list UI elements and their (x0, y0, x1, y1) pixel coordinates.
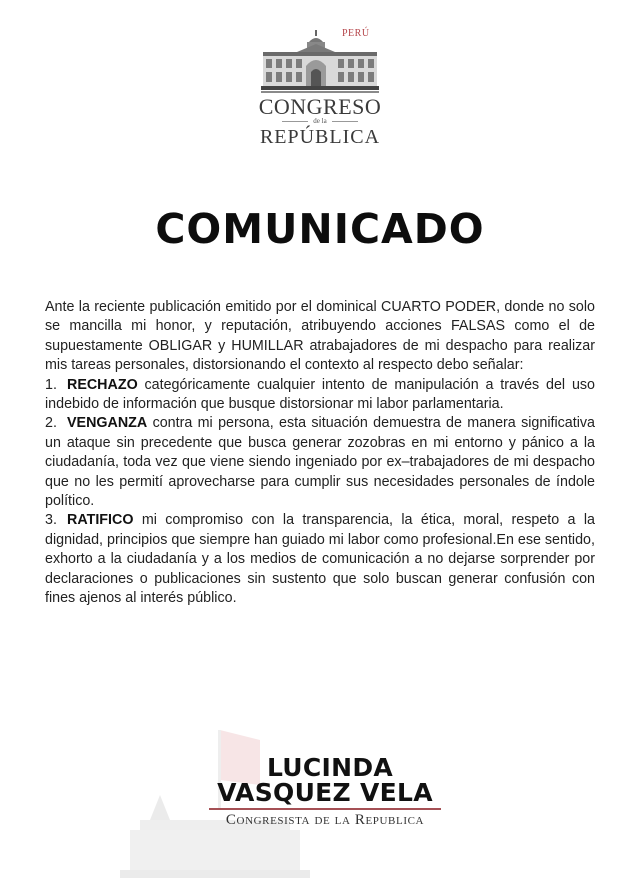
item-keyword: RATIFICO (67, 512, 134, 529)
intro-paragraph: Ante la reciente publicación emitido por el dominical CUARTO PODER, donde no solo se mancilla mi honor, y reputación, atribuyendo acciones FALSAS como el de supuestamente OBLIGAR y HUMILLAR atrabajadores de mi despacho para realizar mis tareas personales, distorsionando el contexto al respecto debo señalar: (45, 299, 595, 374)
list-item-3 (45, 511, 595, 608)
item-text: contra mi persona, esta situación demuestra de manera significativa un ataque sin precedente que busca generar zozobras en mi entorno y pánico a la ciudadanía, toda vez que viene siendo ingeniado por ex–trabajadores de mi despacho que no les permití aprovecharse para cumplir sus necesidades personales de índole político. (45, 415, 595, 510)
item-number: 1. (45, 376, 57, 393)
item-keyword: VENGANZA (67, 415, 148, 432)
logo-republica-text: REPÚBLICA (259, 126, 381, 148)
logo-dela-text: de la (255, 117, 385, 125)
item-text: categóricamente cualquier intento de manipulación a través del uso indebido de información que busque distorsionar mi labor parlamentaria. (45, 376, 595, 413)
list-item-1 (45, 376, 595, 415)
statement-body (45, 298, 595, 609)
signatory-role: Congresista de la Republica (225, 812, 425, 828)
list-item-2 (45, 414, 595, 511)
item-text: mi compromiso con la transparencia, la ética, moral, respeto a la dignidad, principios que siempre han guiado mi labor como profesional.En ese sentido, exhorto a la ciudadanía y a los medios de comunicación a no dejarse sorprender por declaraciones o publicaciones sin sustento que solo buscan generar confusión con fines ajenos al interés público. (45, 512, 595, 607)
signatory-last-name: VASQUEZ VELA (217, 778, 433, 807)
item-number: 2. (45, 415, 57, 432)
page-title: COMUNICADO (155, 205, 485, 253)
item-keyword: RECHAZO (67, 376, 138, 393)
signature-divider (209, 808, 441, 810)
logo-congreso-text: CONGRESO (258, 94, 382, 119)
item-number: 3. (45, 512, 57, 529)
congreso-logo (255, 26, 385, 148)
signature-block (205, 755, 445, 829)
logo-country-label: PERÚ (342, 28, 370, 39)
signatory-first-name: LUCINDA (266, 753, 394, 782)
